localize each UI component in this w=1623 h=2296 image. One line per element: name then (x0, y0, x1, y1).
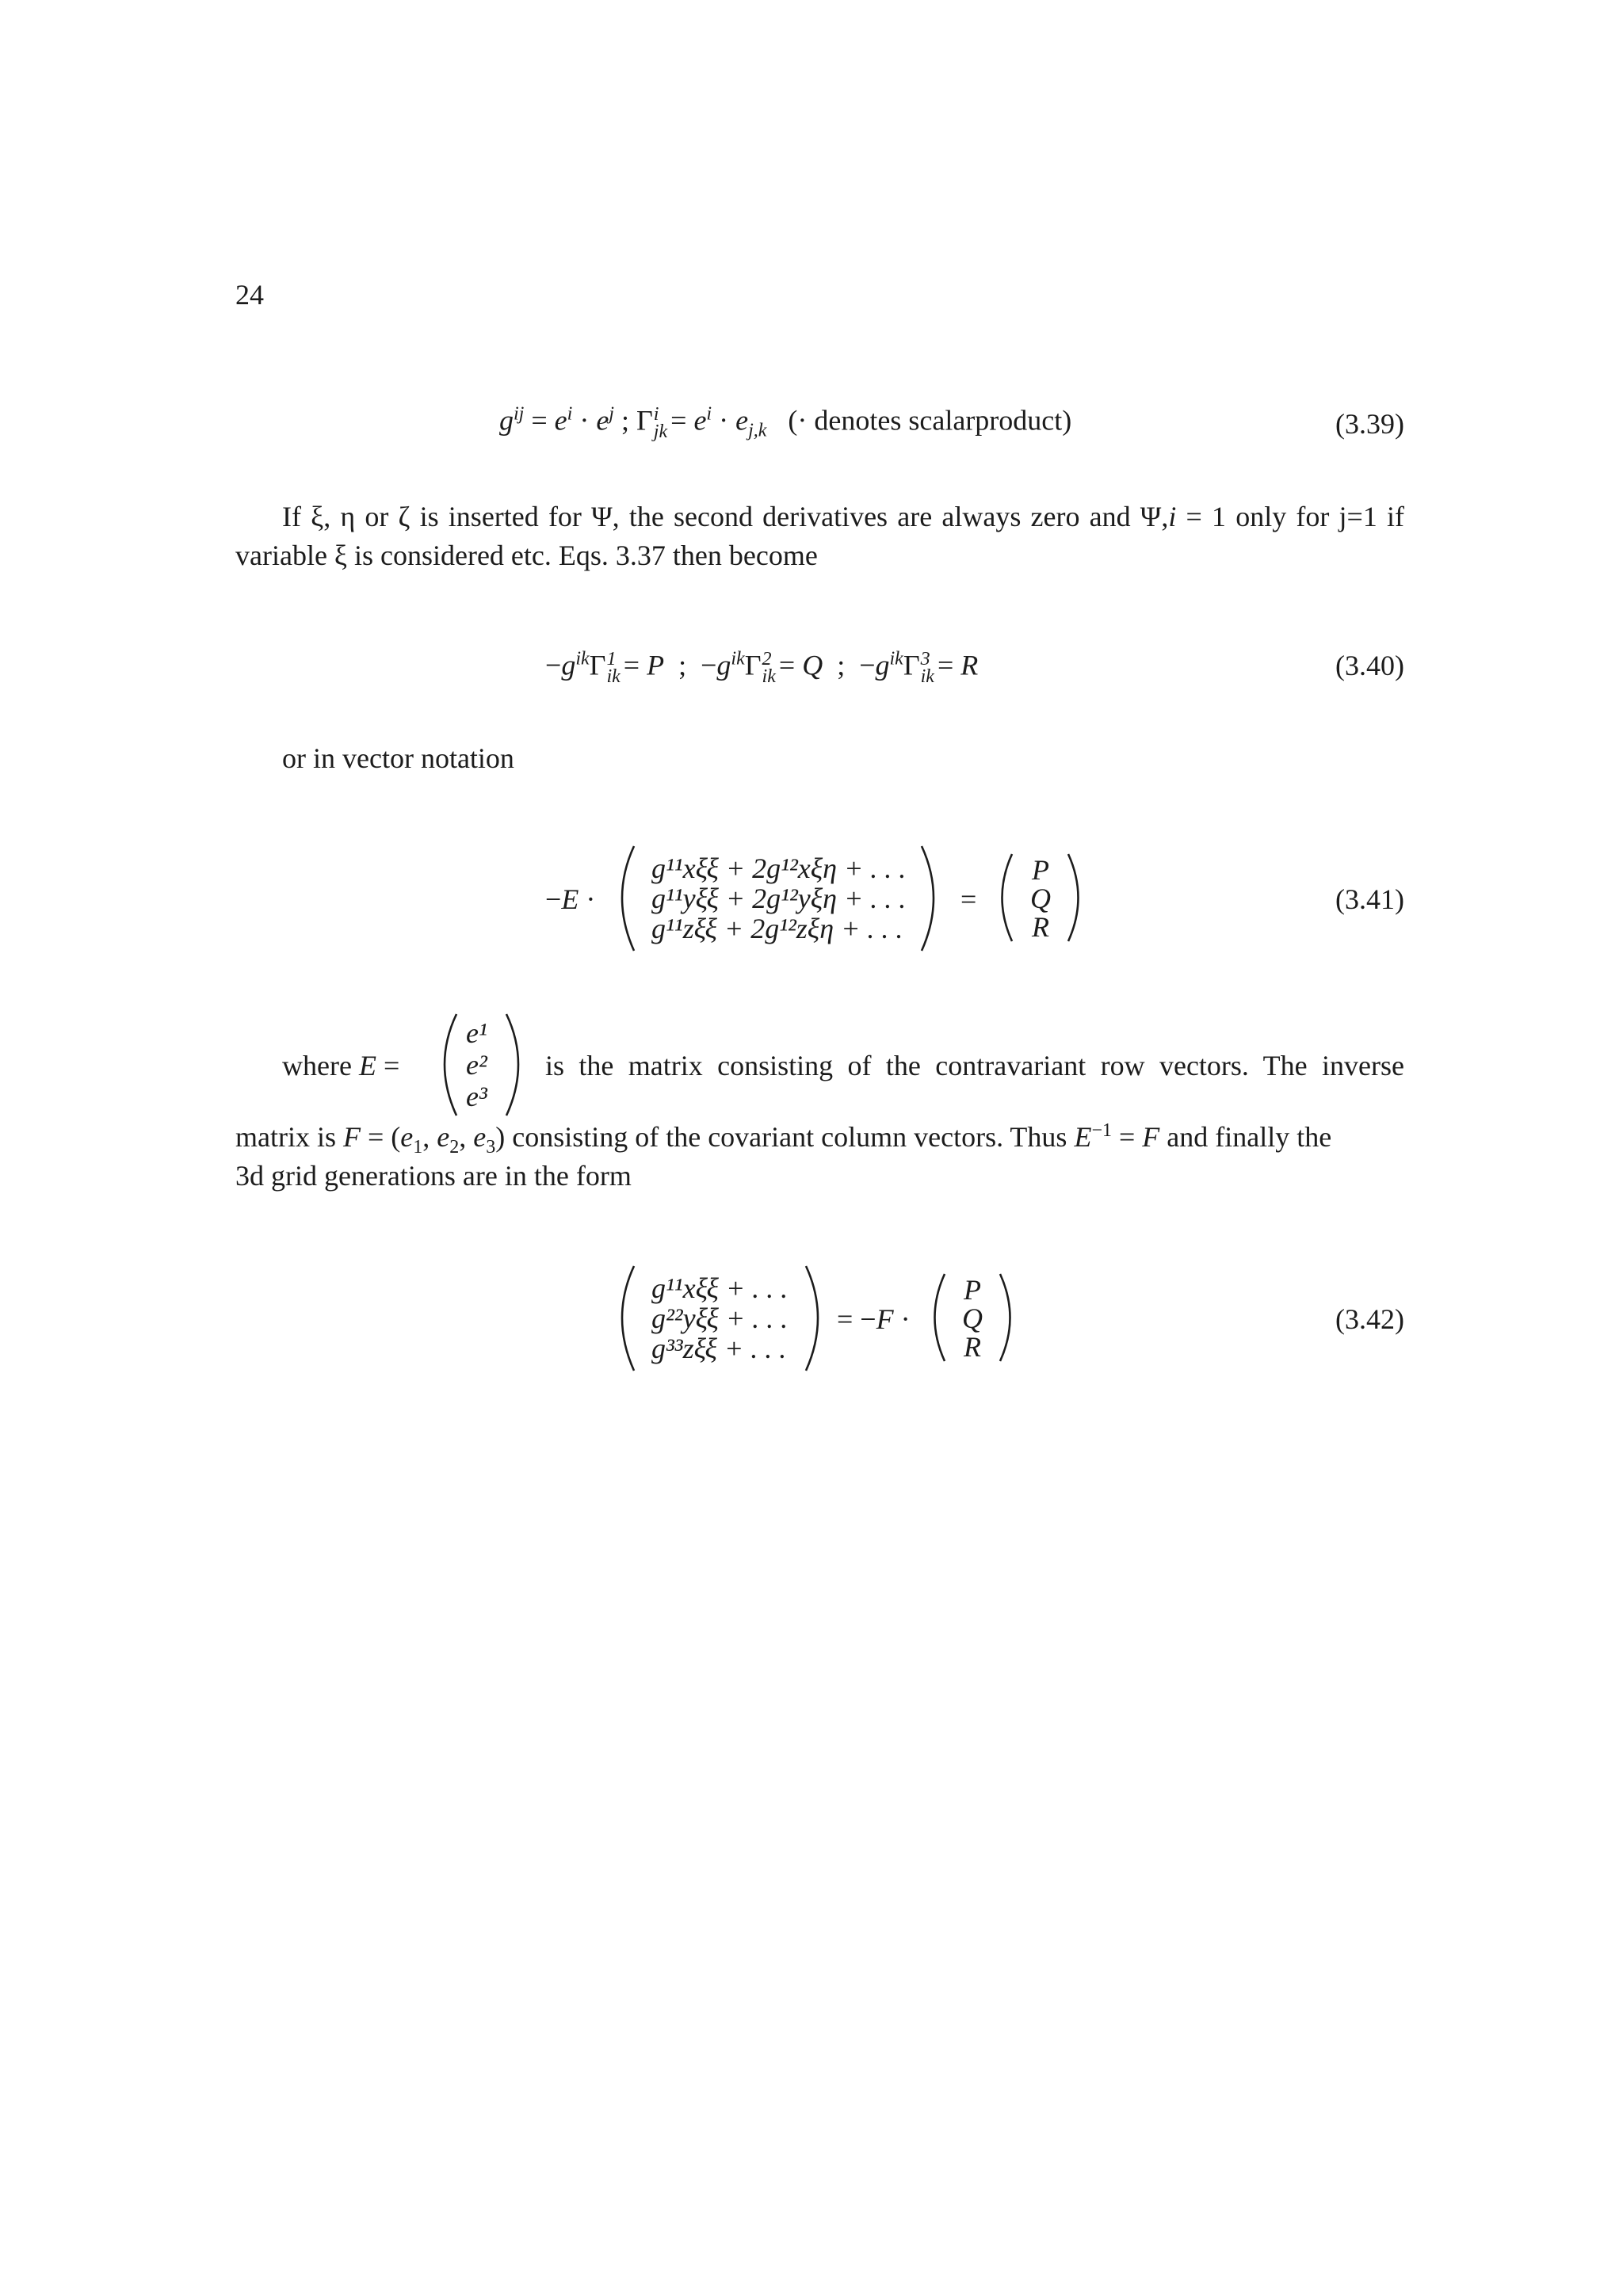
equation-3-41-matrix (651, 853, 906, 944)
equation-3-39: $g^{ij} = e^i \cdot e^j$ ; Γ i jk = $e^i \cdot e_{j,k}$ (· denotes scalarproduct) (499, 403, 1072, 442)
paragraph-1-text-b: = 1 only for j=1 if variable ξ is considered etc. Eqs. 3.37 then become (235, 501, 1404, 571)
equation-3-42-middle: = −F · (837, 1303, 911, 1335)
paragraph-1-text-a: If ξ, η or ζ is inserted for Ψ, the second derivatives are always zero and Ψ, (282, 501, 1169, 532)
paragraph-1: If ξ, η or ζ is inserted for Ψ, the second derivatives are always zero and Ψ,i = 1 only for j=1 if variable ξ is considered etc. Eqs. 3.37 then become (235, 501, 1404, 571)
equation-3-41-number: (3.41) (1335, 883, 1404, 915)
equation-3-42-number: (3.42) (1335, 1303, 1404, 1335)
eq42-left-paren (622, 1266, 634, 1371)
equation-3-42-rhs-q: Q (962, 1302, 983, 1334)
equation-3-41-equals: = (960, 883, 977, 915)
equation-3-40: $-g^{ik}\Gamma$ 1 ik = P ; $-g^{ik}\Gamma$ 2 ik = Q ; $-g^{ik}\Gamma$ 3 ik = R (545, 648, 979, 687)
paragraph-3-text-a: is the matrix consisting of the contravariant row vectors. The inverse (545, 1050, 1404, 1081)
paragraph-3-matrix (466, 1017, 487, 1112)
equation-3-42-row-3: g³³zξξ + . . . (651, 1333, 787, 1364)
equation-3-42-matrix (651, 1273, 788, 1363)
equation-3-41-rhs-p: P (1032, 854, 1049, 886)
equation-3-39-number: (3.39) (1335, 408, 1404, 440)
matrix-e1: e¹ (466, 1017, 487, 1049)
eq41-left-paren (622, 846, 634, 951)
equation-3-42-rhs-p: P (964, 1274, 981, 1306)
equation-3-42-row-1: g¹¹xξξ + . . . (651, 1272, 789, 1304)
matrix-e2: e² (466, 1049, 487, 1081)
paragraph-3-where: where E = (282, 1050, 400, 1081)
equation-3-41-row-1: g¹¹xξξ + 2g¹²xξη + . . . (651, 852, 907, 884)
equation-3-42-rhs-r: R (964, 1331, 981, 1363)
equation-3-42-rhs (960, 1276, 984, 1361)
eq42-rhs-right-paren (1000, 1274, 1010, 1361)
equation-3-42-row-2: g²²yξξ + . . . (651, 1302, 789, 1334)
equation-3-41-rhs-q: Q (1030, 883, 1051, 914)
matrix-e3: e³ (466, 1081, 487, 1112)
page-number: 24 (235, 279, 264, 311)
equation-3-41-rhs (1029, 856, 1052, 941)
equation-3-39-note: (· denotes scalarproduct) (788, 404, 1072, 437)
equation-3-41-rhs-r: R (1032, 911, 1049, 943)
equation-3-41-row-3: g¹¹zξξ + 2g¹²zξη + . . . (651, 913, 903, 944)
eq41-rhs-left-paren (1002, 854, 1013, 941)
equation-3-40-number: (3.40) (1335, 650, 1404, 681)
equation-3-41-row-2: g¹¹yξξ + 2g¹²yξη + . . . (651, 883, 907, 914)
eq41-right-paren (922, 846, 934, 951)
eq-e-right-paren (506, 1014, 518, 1116)
eq41-rhs-right-paren (1068, 854, 1079, 941)
paragraph-3-line-2: matrix is $F = (e_1$, $e_2$, $e_3$) consisting of the covariant column vectors. Thus $E^{-1} = F$ and finally the 3d grid generations are in the form (235, 1120, 1332, 1192)
eq42-rhs-left-paren (935, 1274, 945, 1361)
equation-3-41-lhs: −E · (545, 883, 596, 915)
eq42-right-paren (806, 1266, 818, 1371)
eq-e-left-paren (445, 1014, 456, 1116)
paragraph-2: or in vector notation (282, 742, 514, 774)
